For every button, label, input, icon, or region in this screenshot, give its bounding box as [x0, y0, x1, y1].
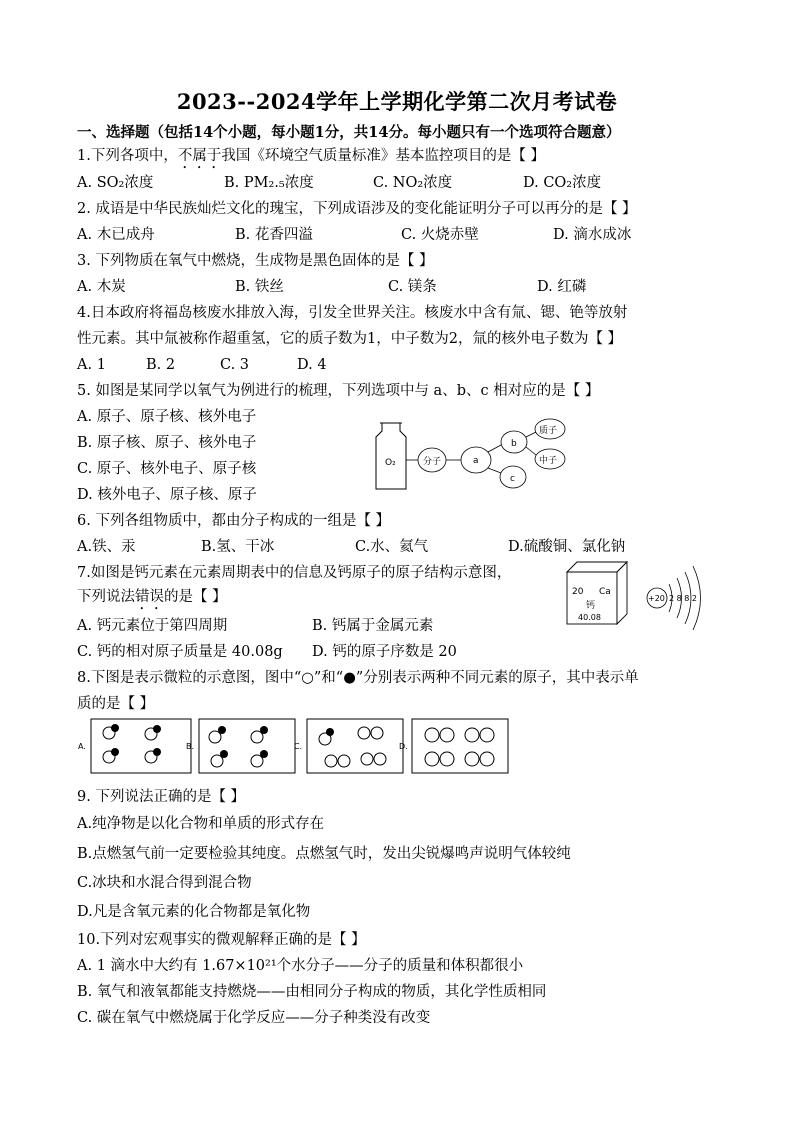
particle-diagrams	[77, 717, 697, 777]
q3-option-d[interactable]: D. 红磷	[537, 279, 587, 295]
q10-option-a[interactable]: A. 1 滴水中大约有 1.67×10²¹个水分子——分子的质量和体积都很小	[77, 958, 524, 974]
q2-option-d[interactable]: D. 滴水成冰	[553, 227, 632, 243]
question-2-stem: 2. 成语是中华民族灿烂文化的瑰宝，下列成语涉及的变化能证明分子可以再分的是【 】	[77, 201, 637, 217]
question-4-stem-line2: 性元素。其中氚被称作超重氢，它的质子数为1，中子数为2，氚的核外电子数为【 】	[77, 331, 623, 347]
box-label-b: B.	[186, 742, 195, 751]
label-b: b	[511, 439, 517, 449]
q1-option-b[interactable]: B. PM₂.₅浓度	[224, 175, 314, 191]
q5-option-a[interactable]: A. 原子、原子核、核外电子	[77, 409, 257, 425]
neutron-label: 中子	[539, 456, 558, 466]
q9-option-b[interactable]: B.点燃氢气前一定要检验其纯度。点燃氢气时，发出尖锐爆鸣声说明气体较纯	[77, 846, 571, 862]
label-a: a	[473, 456, 479, 466]
particle-box-c	[307, 719, 403, 773]
q4-option-a[interactable]: A. 1	[77, 357, 106, 373]
question-8-stem-line1: 8.下图是表示微粒的示意图，图中“○”和“●”分别表示两种不同元素的原子，其中表示单	[77, 670, 639, 686]
q10-option-c[interactable]: C. 碳在氧气中燃烧属于化学反应——分子种类没有改变	[77, 1010, 431, 1026]
element-symbol: Ca	[599, 587, 611, 597]
question-7-stem-line2: 下列说法错误的是【 】	[77, 589, 227, 605]
q6-option-c[interactable]: C.水、氦气	[355, 539, 429, 555]
q4-option-b[interactable]: B. 2	[146, 357, 176, 373]
q4-option-c[interactable]: C. 3	[220, 357, 250, 373]
question-10-stem: 10.下列对宏观事实的微观解释正确的是【 】	[77, 932, 366, 948]
q2-option-c[interactable]: C. 火烧赤壁	[401, 227, 479, 243]
q5-option-b[interactable]: B. 原子核、原子、核外电子	[77, 435, 257, 451]
particle-box-a	[91, 719, 191, 773]
atomic-number: 20	[572, 587, 584, 597]
q9-option-a[interactable]: A.纯净物是以化合物和单质的形式存在	[77, 816, 325, 832]
q1-option-a[interactable]: A. SO₂浓度	[77, 175, 154, 191]
q5-option-d[interactable]: D. 核外电子、原子核、原子	[77, 487, 257, 503]
q1-option-c[interactable]: C. NO₂浓度	[373, 175, 453, 191]
q3-option-a[interactable]: A. 木炭	[77, 279, 126, 295]
q9-option-c[interactable]: C.冰块和水混合得到混合物	[77, 875, 252, 891]
q7-option-a[interactable]: A. 钙元素位于第四周期	[77, 618, 228, 634]
proton-label: 质子	[539, 426, 558, 436]
q2-option-a[interactable]: A. 木已成舟	[77, 227, 155, 243]
q6-option-b[interactable]: B.氢、干冰	[201, 539, 275, 555]
bottle-label: O₂	[385, 458, 396, 468]
question-7-stem-line1: 7.如图是钙元素在元素周期表中的信息及钙原子的原子结构示意图，	[77, 565, 512, 581]
question-5-stem: 5. 如图是某同学以氧气为例进行的梳理，下列选项中与 a、b、c 相对应的是【 】	[77, 383, 600, 399]
question-9-stem: 9. 下列说法正确的是【 】	[77, 789, 246, 805]
q10-option-b[interactable]: B. 氧气和液氧都能支持燃烧——由相同分子构成的物质，其化学性质相同	[77, 984, 547, 1000]
q4-option-d[interactable]: D. 4	[297, 357, 327, 373]
question-1-stem: 1.下列各项中，不属于我国《环境空气质量标准》基本监控项目的是【 】	[77, 148, 545, 164]
calcium-element-diagram	[563, 558, 713, 638]
question-8-stem-line2: 质的是【 】	[77, 696, 155, 712]
particle-box-d	[412, 719, 508, 773]
oxygen-structure-diagram	[370, 415, 580, 495]
q7-option-d[interactable]: D. 钙的原子序数是 20	[312, 644, 457, 660]
q6-option-d[interactable]: D.硫酸铜、氯化钠	[508, 539, 626, 555]
q5-option-c[interactable]: C. 原子、核外电子、原子核	[77, 461, 257, 477]
atomic-mass: 40.08	[578, 613, 601, 622]
question-4-stem-line1: 4.日本政府将福岛核废水排放入海，引发全世界关注。核废水中含有氚、锶、铯等放射	[77, 305, 628, 321]
label-c: c	[510, 474, 515, 484]
q2-option-b[interactable]: B. 花香四溢	[235, 227, 313, 243]
q3-option-b[interactable]: B. 铁丝	[235, 279, 284, 295]
q7-option-b[interactable]: B. 钙属于金属元素	[312, 618, 434, 634]
gas-bottle-icon	[376, 423, 406, 489]
element-name: 钙	[586, 601, 596, 611]
q9-option-d[interactable]: D.凡是含氧元素的化合物都是氧化物	[77, 904, 311, 920]
nucleus-charge: +20	[648, 594, 665, 603]
box-label-a: A.	[78, 742, 86, 751]
box-label-d: D.	[399, 742, 408, 751]
q1-option-d[interactable]: D. CO₂浓度	[523, 175, 602, 191]
molecule-label: 分子	[423, 457, 442, 467]
q6-option-a[interactable]: A.铁、汞	[77, 539, 136, 555]
box-label-c: C.	[294, 742, 303, 751]
shell-electrons: 2 8 8 2	[669, 594, 697, 603]
section-heading: 一、选择题（包括14个小题，每小题1分，共14分。每小题只有一个选项符合题意）	[77, 124, 621, 141]
exam-title: 2023--2024学年上学期化学第二次月考试卷	[176, 89, 618, 114]
q3-option-c[interactable]: C. 镁条	[388, 279, 437, 295]
question-3-stem: 3. 下列物质在氧气中燃烧，生成物是黑色固体的是【 】	[77, 253, 434, 269]
question-6-stem: 6. 下列各组物质中，都由分子构成的一组是【 】	[77, 513, 391, 529]
q7-option-c[interactable]: C. 钙的相对原子质量是 40.08g	[77, 644, 283, 660]
